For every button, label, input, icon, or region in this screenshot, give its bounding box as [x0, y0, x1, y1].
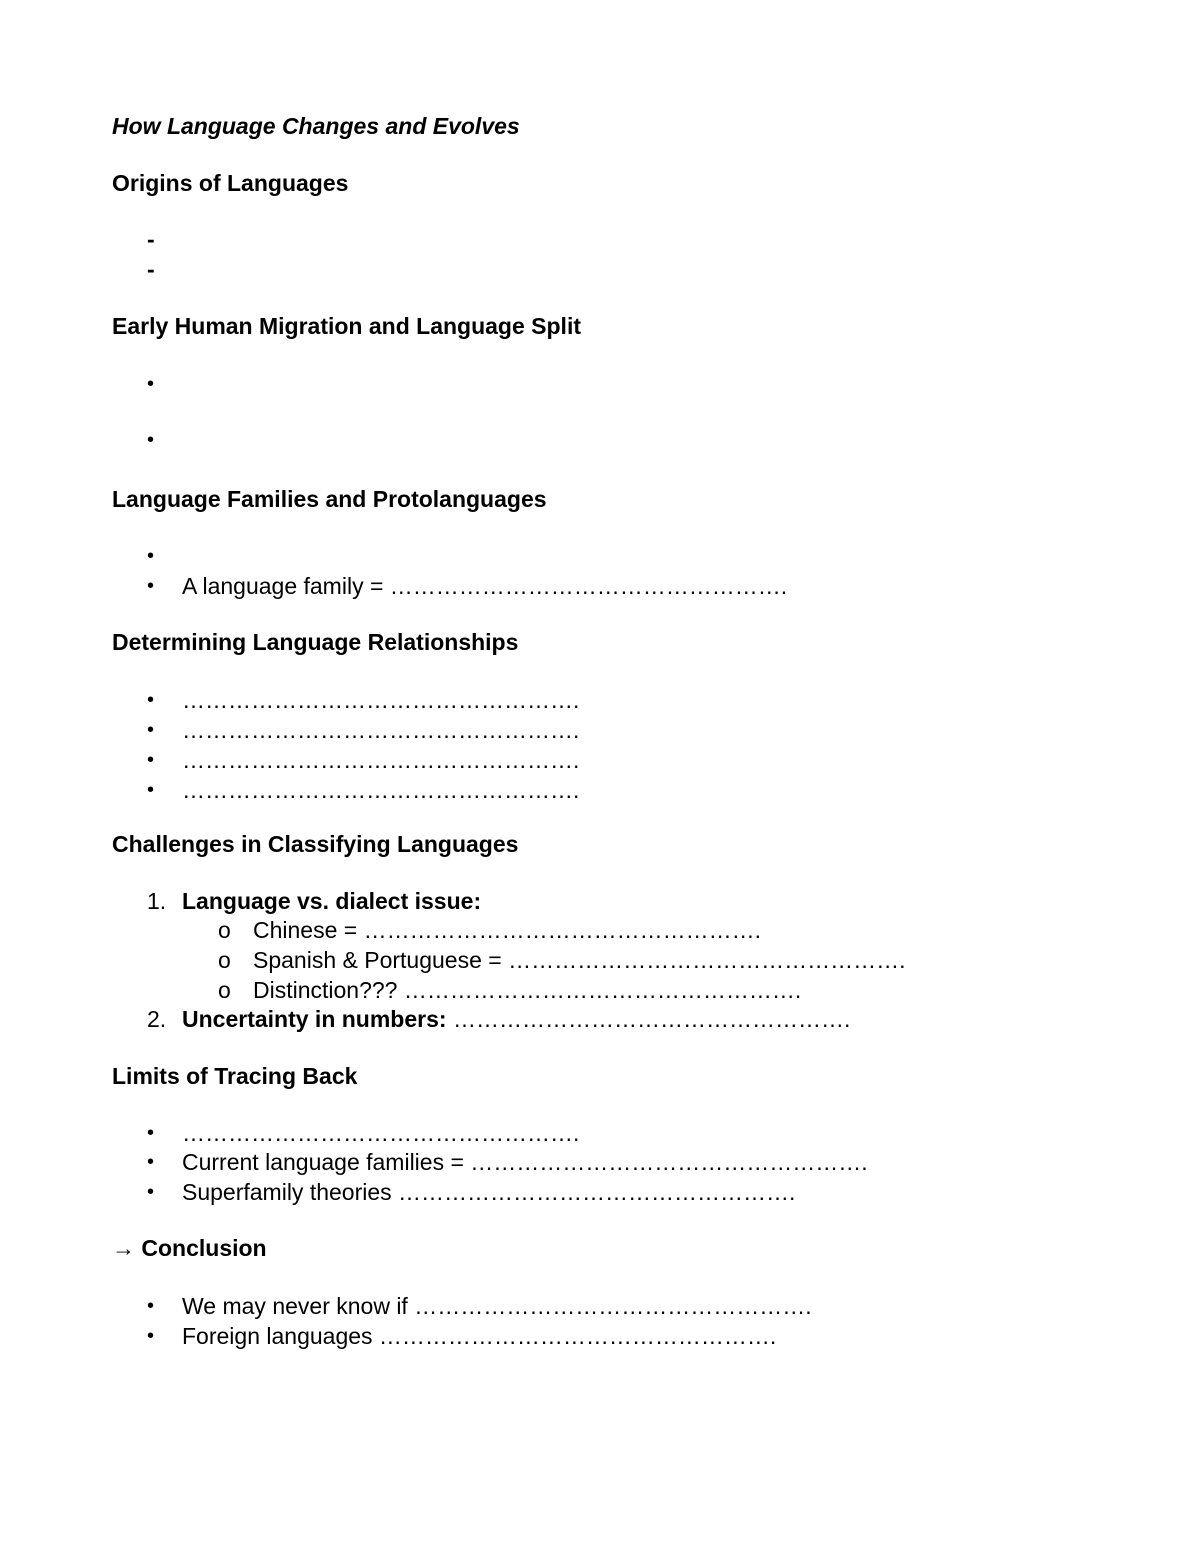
document-title: How Language Changes and Evolves	[112, 113, 520, 139]
dash-marker: -	[147, 226, 155, 252]
bullet-marker: •	[147, 1295, 155, 1317]
bullet-marker: •	[147, 545, 155, 567]
list-item: …………………………………………….	[182, 687, 580, 713]
heading-challenges: Challenges in Classifying Languages	[112, 831, 519, 857]
list-item: …………………………………………….	[182, 717, 580, 743]
heading-families: Language Families and Protolanguages	[112, 486, 547, 512]
sub-list-item: Spanish & Portuguese = …………………………………………….	[253, 947, 906, 973]
list-item-dialect-issue: Language vs. dialect issue:	[182, 888, 482, 914]
bullet-marker: •	[147, 575, 155, 597]
list-number: 1.	[147, 888, 167, 914]
list-item: …………………………………………….	[182, 777, 580, 803]
bullet-marker: •	[147, 779, 155, 801]
list-item: We may never know if …………………………………………….	[182, 1293, 812, 1319]
list-item: Foreign languages …………………………………………….	[182, 1323, 777, 1349]
bullet-marker: •	[147, 1151, 155, 1173]
list-item: Superfamily theories …………………………………………….	[182, 1179, 796, 1205]
heading-limits: Limits of Tracing Back	[112, 1063, 358, 1089]
bullet-marker: •	[147, 1122, 155, 1144]
bullet-marker: •	[147, 689, 155, 711]
list-item: Current language families = …………………………………………….	[182, 1149, 868, 1175]
sub-list-item: Distinction??? …………………………………………….	[253, 977, 802, 1003]
list-item-uncertainty	[182, 1008, 850, 1031]
list-item-language-family: A language family = …………………………………………….	[182, 573, 788, 599]
sub-list-item: Chinese = …………………………………………….	[253, 917, 761, 943]
heading-relationships: Determining Language Relationships	[112, 629, 519, 655]
heading-origins: Origins of Languages	[112, 170, 349, 196]
list-item-label: Uncertainty in numbers:	[182, 1006, 447, 1032]
bullet-marker: •	[147, 429, 155, 451]
sub-bullet-marker: o	[218, 947, 231, 973]
bullet-marker: •	[147, 373, 155, 395]
sub-bullet-marker: o	[218, 977, 231, 1003]
dash-marker: -	[147, 256, 155, 282]
sub-bullet-marker: o	[218, 917, 231, 943]
list-item-blank: …………………………………………….	[452, 1006, 851, 1032]
list-item: …………………………………………….	[182, 747, 580, 773]
heading-conclusion: → Conclusion	[112, 1235, 267, 1261]
bullet-marker: •	[147, 1325, 155, 1347]
list-item: …………………………………………….	[182, 1120, 580, 1146]
list-number: 2.	[147, 1006, 167, 1032]
bullet-marker: •	[147, 719, 155, 741]
bullet-marker: •	[147, 749, 155, 771]
heading-migration: Early Human Migration and Language Split	[112, 313, 581, 339]
bullet-marker: •	[147, 1181, 155, 1203]
